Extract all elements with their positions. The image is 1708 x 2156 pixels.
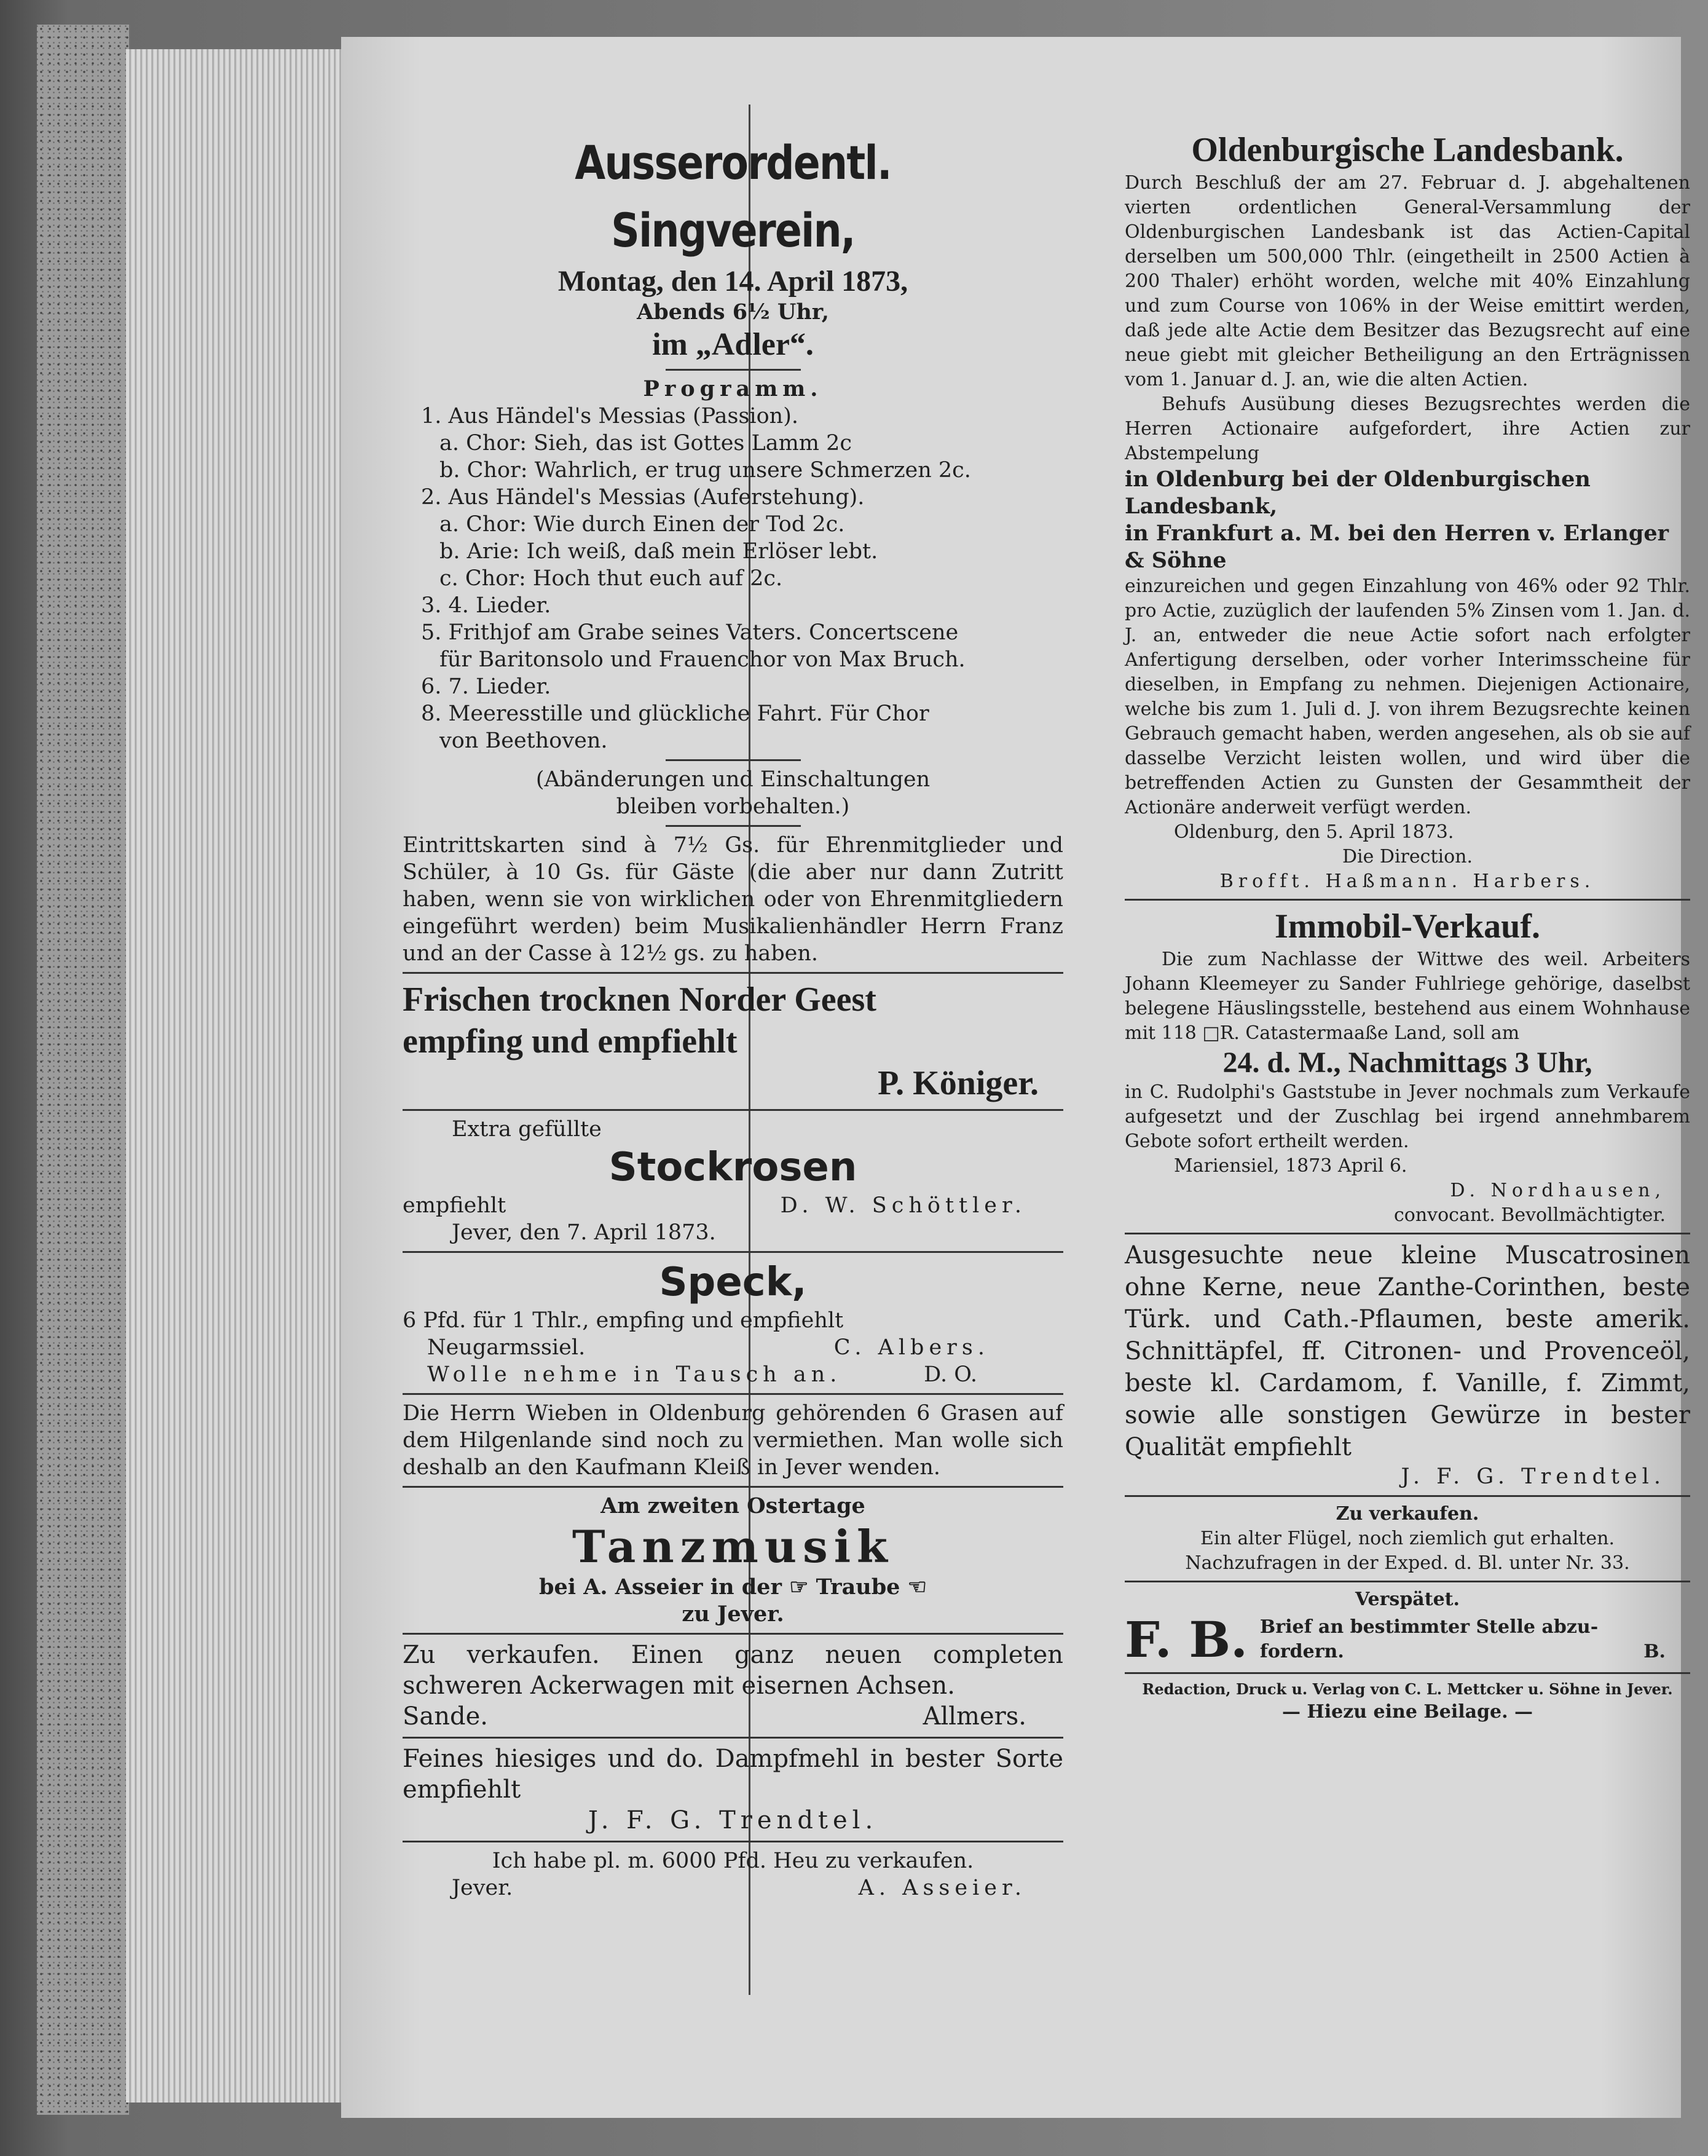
- speck-row3: [403, 1361, 1063, 1388]
- ad-verspaetet: [1125, 1587, 1690, 1667]
- program-item: a. Chor: Wie durch Einen der Tod 2c.: [439, 512, 845, 537]
- program-item: 2. Aus Händel's Messias (Auferstehung).: [421, 485, 865, 510]
- tanz-line1: bei A. Asseier in der ☞ Traube ☜: [539, 1574, 927, 1600]
- ticket-info: Eintrittskarten sind à 7½ Gs. für Ehrenmitglieder und Schüler, à 10 Gs. für Gäste (die aber nur dann Zutritt haben, wenn sie von wirklichen oder von Ehrenmitgliedern eingeführt werden) beim Musikalienhändler Herrn Franz und an der Casse à 12½ gs. zu haben.: [403, 833, 1063, 966]
- page-stack-edges: [126, 49, 347, 2103]
- immobil-place-date: Mariensiel, 1873 April 6.: [1174, 1155, 1407, 1177]
- wieben-text: Die Herrn Wieben in Oldenburg gehörenden 6 Grasen auf dem Hilgenlande sind noch zu vermiethen. Man wolle sich deshalb an den Kaufmann Kleiß in Jever wenden.: [403, 1401, 1063, 1480]
- ad-dampfmehl: [403, 1743, 1063, 1836]
- ad-divider: [403, 1841, 1063, 1842]
- ad-wieben: [403, 1400, 1063, 1481]
- ad-divider: [403, 1737, 1063, 1739]
- program-item: b. Chor: Wahrlich, er trug unsere Schmerzen 2c.: [439, 458, 971, 483]
- program-note-2: bleiben vorbehalten.): [616, 794, 850, 819]
- verspaetet-row2: [1260, 1640, 1690, 1664]
- program-heading: Programm.: [643, 376, 823, 401]
- stockrosen-place-date: Jever, den 7. April 1873.: [452, 1220, 716, 1245]
- immobil-date: 24. d. M., Nachmittags 3 Uhr,: [1222, 1046, 1592, 1079]
- speck-headline: Speck,: [659, 1260, 807, 1305]
- singverein-time: Abends 6½ Uhr,: [637, 299, 829, 325]
- ad-divider: [1125, 1233, 1690, 1234]
- ad-stockrosen: [403, 1116, 1063, 1246]
- ad-heu: [403, 1847, 1063, 1901]
- program-note-1: (Abänderungen und Einschaltungen: [535, 767, 931, 792]
- ackerwagen-place: Sande.: [403, 1702, 489, 1731]
- verspaetet-body: [1125, 1612, 1690, 1667]
- singverein-venue: im „Adler“.: [652, 327, 814, 362]
- ackerwagen-signer: Allmers.: [923, 1702, 1026, 1731]
- verspaetet-heading: Verspätet.: [1355, 1589, 1460, 1610]
- stockrosen-empfiehlt: empfiehlt: [403, 1193, 506, 1218]
- divider: [666, 369, 801, 371]
- speck-line3: Wolle nehme in Tausch an.: [427, 1362, 842, 1387]
- singverein-title: Ausserordentl. Singverein,: [575, 135, 891, 258]
- bank-signers: Brofft. Haßmann. Harbers.: [1219, 871, 1596, 892]
- divider: [666, 759, 801, 761]
- bank-text1: Durch Beschluß der am 27. Februar d. J. abgehaltenen vierten ordentlichen General-Versammlung der Oldenburgischen Landesbank ist das Actien-Capital derselben um 500,000 Thlr. (eingetheilt in 2500 Actien à 200 Thaler) erhöht worden, welche mit 40% Einzahlung und zum Course von 106% in der Weise emittirt werden, daß jede alte Actie dem Besitzer das Bezugsrecht auf eine neue giebt mit gleicher Betheiligung an den Erträgnissen vom 1. Januar d. J. an, wie die alten Actien.: [1125, 172, 1690, 390]
- heu-signer: A. Asseier.: [858, 1876, 1026, 1900]
- verspaetet-text: [1260, 1615, 1690, 1664]
- ad-divider: [403, 1393, 1063, 1395]
- program-item: b. Arie: Ich weiß, daß mein Erlöser lebt.: [439, 539, 878, 564]
- ad-speck: [403, 1258, 1063, 1388]
- tanz-intro: Am zweiten Ostertage: [600, 1493, 865, 1518]
- ackerwagen-signature-row: [403, 1701, 1063, 1732]
- ad-landesbank: [1125, 129, 1690, 894]
- verspaetet-monogram: F. B.: [1125, 1611, 1248, 1668]
- speck-signer: C. Albers.: [833, 1335, 990, 1360]
- ad-ackerwagen: [403, 1640, 1063, 1732]
- ad-divider: [403, 972, 1063, 974]
- ad-tanzmusik: [403, 1493, 1063, 1628]
- tanz-line2: zu Jever.: [682, 1601, 784, 1627]
- impressum-line1: Redaction, Druck u. Verlag von C. L. Mettcker u. Söhne in Jever.: [1142, 1680, 1673, 1698]
- speck-line1: 6 Pfd. für 1 Thlr., empfing und empfiehlt: [403, 1308, 844, 1333]
- ad-fluegel: [1125, 1502, 1690, 1576]
- speck-row2: [403, 1334, 1063, 1361]
- ackerwagen-text: Zu verkaufen. Einen ganz neuen completen schweren Ackerwagen mit eisernen Achsen.: [403, 1641, 1063, 1700]
- immobil-text: Die zum Nachlasse der Wittwe des weil. Arbeiters Johann Kleemeyer zu Sander Fuhlriege gehörige, daselbst belegene Häuslingsstelle, bestehend aus einem Wohnhause mit 118 □R. Catastermaaße Land, soll am: [1125, 949, 1690, 1044]
- stockrosen-intro: Extra gefüllte: [452, 1117, 602, 1142]
- fluegel-heading: Zu verkaufen.: [1336, 1503, 1479, 1525]
- fluegel-line1: Ein alter Flügel, noch ziemlich gut erhalten.: [1200, 1528, 1615, 1549]
- right-column: [1125, 129, 1690, 1724]
- bank-location-oldenburg: in Oldenburg bei der Oldenburgischen Landesbank,: [1125, 467, 1591, 519]
- immobil-text2: in C. Rudolphi's Gaststube in Jever nochmals zum Verkaufe aufgesetzt und der Zuschlag bei irgend annehmbarem Gebote sofort ertheilt werden.: [1125, 1081, 1690, 1152]
- bank-direction: Die Direction.: [1342, 846, 1473, 867]
- speck-signer2: D. O.: [924, 1362, 977, 1387]
- ad-divider: [1125, 899, 1690, 901]
- bank-location-frankfurt: in Frankfurt a. M. bei den Herren v. Erlanger & Söhne: [1125, 521, 1669, 573]
- immobil-title: Immobil-Verkauf.: [1275, 907, 1540, 946]
- geest-line1: Frischen trocknen Norder Geest: [403, 981, 876, 1019]
- ad-immobil: [1125, 906, 1690, 1228]
- ad-divider: [403, 1251, 1063, 1253]
- fluegel-line2: Nachzufragen in der Exped. d. Bl. unter Nr. 33.: [1185, 1552, 1630, 1574]
- program-item: für Baritonsolo und Frauenchor von Max Bruch.: [439, 647, 966, 672]
- program-item: a. Chor: Sieh, das ist Gottes Lamm 2c: [439, 431, 852, 456]
- program-item: 1. Aus Händel's Messias (Passion).: [421, 404, 799, 428]
- ad-geest: [403, 979, 1063, 1104]
- muscat-signer: J. F. G. Trendtel.: [1401, 1464, 1666, 1489]
- ad-divider: [1125, 1672, 1690, 1674]
- stockrosen-signer: D. W. Schöttler.: [780, 1193, 1026, 1218]
- program-item: 5. Frithjof am Grabe seines Vaters. Concertscene: [421, 620, 959, 645]
- tanz-headline: Tanzmusik: [572, 1520, 894, 1573]
- program-item: von Beethoven.: [439, 729, 608, 753]
- stockrosen-signature-row: [403, 1192, 1063, 1219]
- bank-text3: einzureichen und gegen Einzahlung von 46% oder 92 Thlr. pro Actie, zuzüglich der laufenden 5% Zinsen vom 1. Jan. d. J. an, entweder die neue Actie sofort nach erfolgter Anfertigung derselben, oder vorher Interimsscheine für dieselben, in Empfang zu nehmen. Diejenigen Actionaire, welche bis zum 1. Juli d. J. von ihrem Bezugsrechte keinen Gebrauch gemacht haben, werden angesehen, als ob sie auf dasselbe Verzicht leisten wollen, und wird über die betreffenden Actien zu Gunsten der Gesammtheit der Actionäre anderweit verfügt werden.: [1125, 575, 1690, 818]
- program-item: 6. 7. Lieder.: [421, 674, 551, 699]
- immobil-role: convocant. Bevollmächtigter.: [1393, 1204, 1666, 1226]
- muscat-text: Ausgesuchte neue kleine Muscatrosinen ohne Kerne, neue Zanthe-Corinthen, beste Türk. und Cath.-Pflaumen, beste amerik. Schnittäpfel, ff. Citronen- und Provenceöl, beste kl. Cardamom, f. Vanille, f. Zimmt, sowie alle sonstigen Gewürze in bester Qualität empfiehlt: [1125, 1241, 1690, 1461]
- singverein-date: Montag, den 14. April 1873,: [557, 265, 908, 298]
- ad-divider: [403, 1486, 1063, 1488]
- impressum: [1125, 1679, 1690, 1724]
- verspaetet-signer: B.: [1643, 1641, 1666, 1662]
- bank-title: Oldenburgische Landesbank.: [1191, 131, 1624, 169]
- program-list: [403, 403, 1063, 754]
- program-item: 3. 4. Lieder.: [421, 593, 551, 618]
- ad-divider: [403, 1109, 1063, 1111]
- dampfmehl-text: Feines hiesiges und do. Dampfmehl in bester Sorte empfiehlt: [403, 1745, 1063, 1804]
- ad-singverein: [403, 129, 1063, 967]
- program-item: 8. Meeresstille und glückliche Fahrt. Für Chor: [421, 701, 929, 726]
- verspaetet-line2: fordern.: [1259, 1641, 1344, 1662]
- ad-muscat: [1125, 1239, 1690, 1490]
- geest-line2: empfing und empfiehlt: [403, 1022, 738, 1060]
- impressum-line2: — Hiezu eine Beilage. —: [1281, 1701, 1533, 1723]
- speck-place: Neugarmssiel.: [427, 1335, 586, 1360]
- bank-text2: Behufs Ausübung dieses Bezugsrechtes werden die Herren Actionaire aufgefordert, ihre Actien zur Abstempelung: [1125, 393, 1690, 464]
- immobil-signer: D. Nordhausen,: [1450, 1180, 1666, 1201]
- verspaetet-line1: Brief an bestimmter Stelle abzu-: [1259, 1616, 1599, 1638]
- heu-place: Jever.: [452, 1876, 513, 1900]
- left-column: [403, 129, 1063, 1901]
- program-item: c. Chor: Hoch thut euch auf 2c.: [439, 566, 783, 591]
- heu-text: Ich habe pl. m. 6000 Pfd. Heu zu verkaufen.: [492, 1849, 974, 1873]
- bank-place-date: Oldenburg, den 5. April 1873.: [1174, 821, 1454, 843]
- ad-divider: [1125, 1581, 1690, 1582]
- divider: [666, 825, 801, 827]
- ad-divider: [403, 1633, 1063, 1635]
- ad-divider: [1125, 1495, 1690, 1497]
- stockrosen-headline: Stockrosen: [608, 1145, 857, 1190]
- heu-signature-row: [403, 1874, 1063, 1901]
- dampfmehl-signer: J. F. G. Trendtel.: [588, 1806, 878, 1834]
- book-cover-edge: [37, 25, 131, 2115]
- geest-signer: P. Königer.: [878, 1064, 1039, 1102]
